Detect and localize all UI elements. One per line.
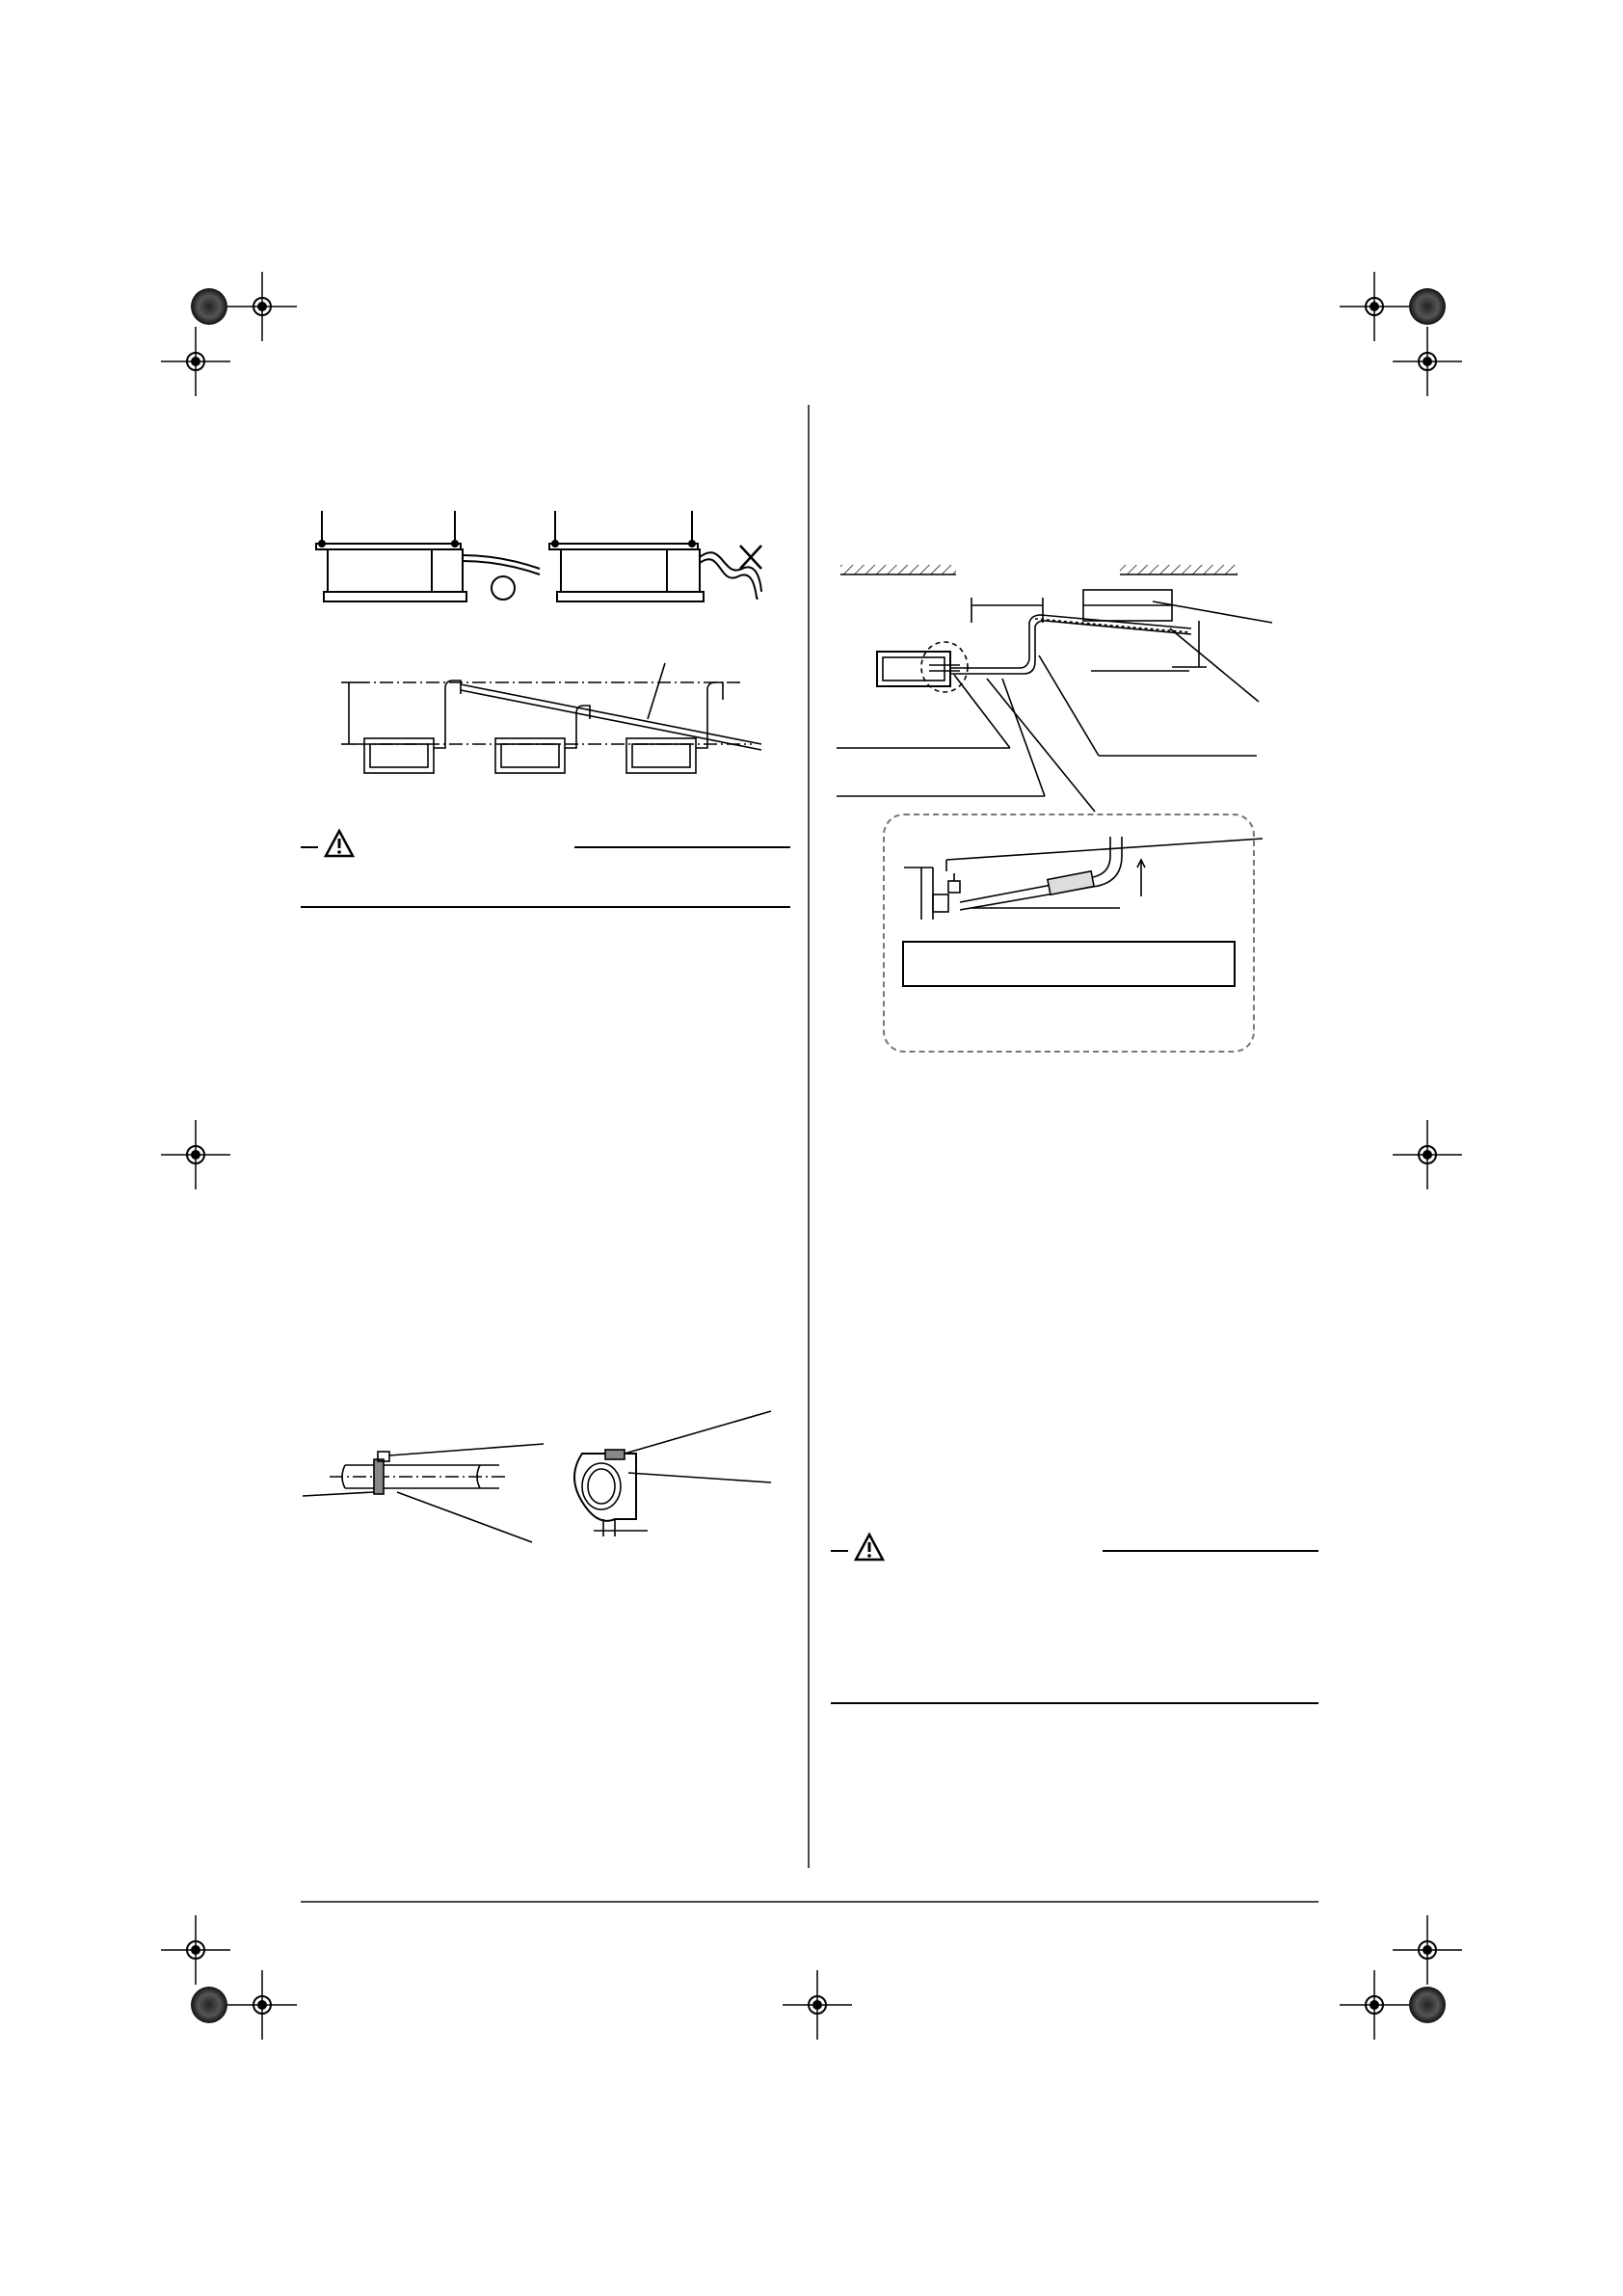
detail-note-box	[902, 941, 1236, 987]
warning-rule-bottom	[301, 906, 790, 908]
color-disc-icon	[191, 288, 227, 325]
unit-incorrect	[549, 511, 761, 601]
figure-ceiling-drain	[837, 559, 1299, 781]
detail-valve-drawing	[904, 827, 1232, 923]
warning-triangle-icon	[854, 1533, 885, 1562]
figure-drain-slope	[337, 655, 790, 800]
warning-triangle-icon	[324, 829, 355, 858]
warning-rule-left	[831, 1550, 848, 1552]
color-disc-icon	[1409, 288, 1446, 325]
warning-rule-bottom	[831, 1702, 1318, 1704]
unit-correct	[316, 511, 540, 601]
warning-rule-right	[574, 846, 790, 848]
footer-rule	[301, 1901, 1318, 1903]
circle-icon	[492, 576, 515, 600]
warning-rule-left	[301, 846, 318, 848]
warning-box-1	[301, 825, 790, 908]
warning-box-2	[831, 1529, 1318, 1704]
color-disc-icon	[191, 1987, 227, 2023]
figure-pipe-clamp	[301, 1415, 802, 1550]
color-disc-icon	[1409, 1987, 1446, 2023]
detail-callout	[883, 814, 1255, 1053]
warning-rule-right	[1103, 1550, 1318, 1552]
cross-icon	[740, 546, 761, 569]
